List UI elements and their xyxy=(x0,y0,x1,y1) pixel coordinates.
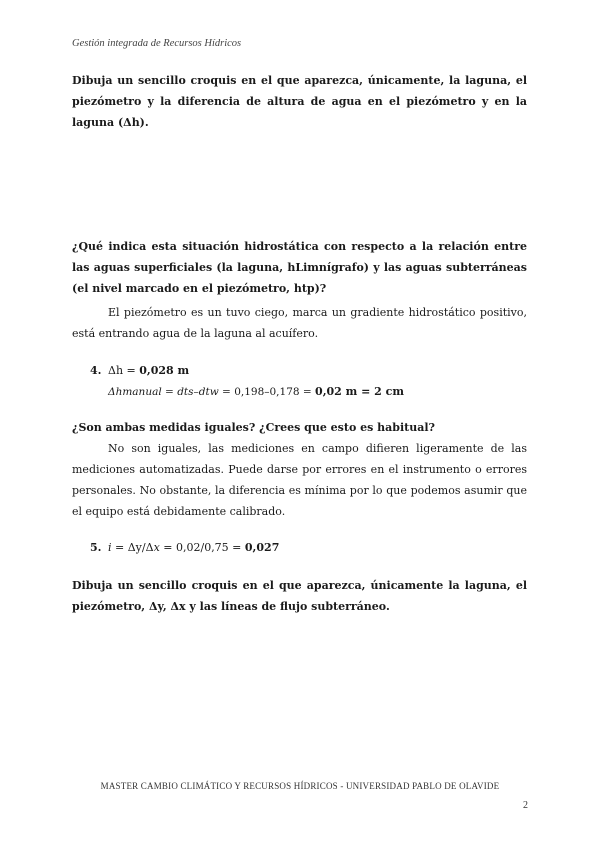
item-4-var: Δhmanual xyxy=(108,386,162,398)
page-number: 2 xyxy=(523,800,528,811)
item-5-eq-a: = Δy/Δ xyxy=(111,541,154,554)
item-5-number: 5. xyxy=(90,541,102,554)
question-measurements: ¿Son ambas medidas iguales? ¿Crees que esto es habitual? xyxy=(72,421,435,434)
item-4-result: 0,02 m = 2 cm xyxy=(315,385,405,398)
item-5-line xyxy=(90,537,545,558)
question-sketch-1: Dibuja un sencillo croquis en el que aparezca, únicamente, la laguna, el piezómetro y la diferencia de altura de agua en el piezómetro y en la laguna (Δh). xyxy=(72,74,527,129)
item-4-number: 4. xyxy=(90,364,102,377)
item-4-calc: = 0,198–0,178 = xyxy=(218,386,316,398)
item-4-line-1 xyxy=(90,360,545,381)
question-sketch-2: Dibuja un sencillo croquis en el que aparezca, únicamente la laguna, el piezómetro, Δy, Δx y las líneas de flujo subterráneo. xyxy=(72,579,527,613)
item-5-var-x: x xyxy=(153,541,160,554)
item-4-value: 0,028 m xyxy=(139,364,190,377)
question-hydrostatic: ¿Qué indica esta situación hidrostática con respecto a la relación entre las aguas superficiales (la laguna, hLimnígrafo) y las aguas subterráneas (el nivel marcado en el piezómetro, htp)? xyxy=(72,240,527,295)
item-5-var-i: i xyxy=(108,541,112,554)
item-4-eq: = xyxy=(161,386,178,398)
item-4-expr: dts–dtw xyxy=(177,386,219,398)
item-4-line-2 xyxy=(108,381,404,403)
page-footer: MASTER CAMBIO CLIMÁTICO Y RECURSOS HÍDRICOS - UNIVERSIDAD PABLO DE OLAVIDE xyxy=(100,781,500,791)
item-4-prefix: Δh = xyxy=(108,364,140,377)
item-5-result: 0,027 xyxy=(244,541,280,554)
running-header: Gestión integrada de Recursos Hídricos xyxy=(72,38,242,49)
item-5-eq-b: = 0,02/0,75 = xyxy=(159,541,245,554)
answer-hydrostatic: El piezómetro es un tuvo ciego, marca un gradiente hidrostático positivo, está entrando agua de la laguna al acuífero. xyxy=(72,306,527,340)
answer-measurements: No son iguales, las mediciones en campo difieren ligeramente de las mediciones automatizadas. Puede darse por errores en el instrumento o errores personales. No obstante, la diferencia es mínima por lo que podemos asumir que el equipo está debidamente calibrado. xyxy=(72,442,527,518)
